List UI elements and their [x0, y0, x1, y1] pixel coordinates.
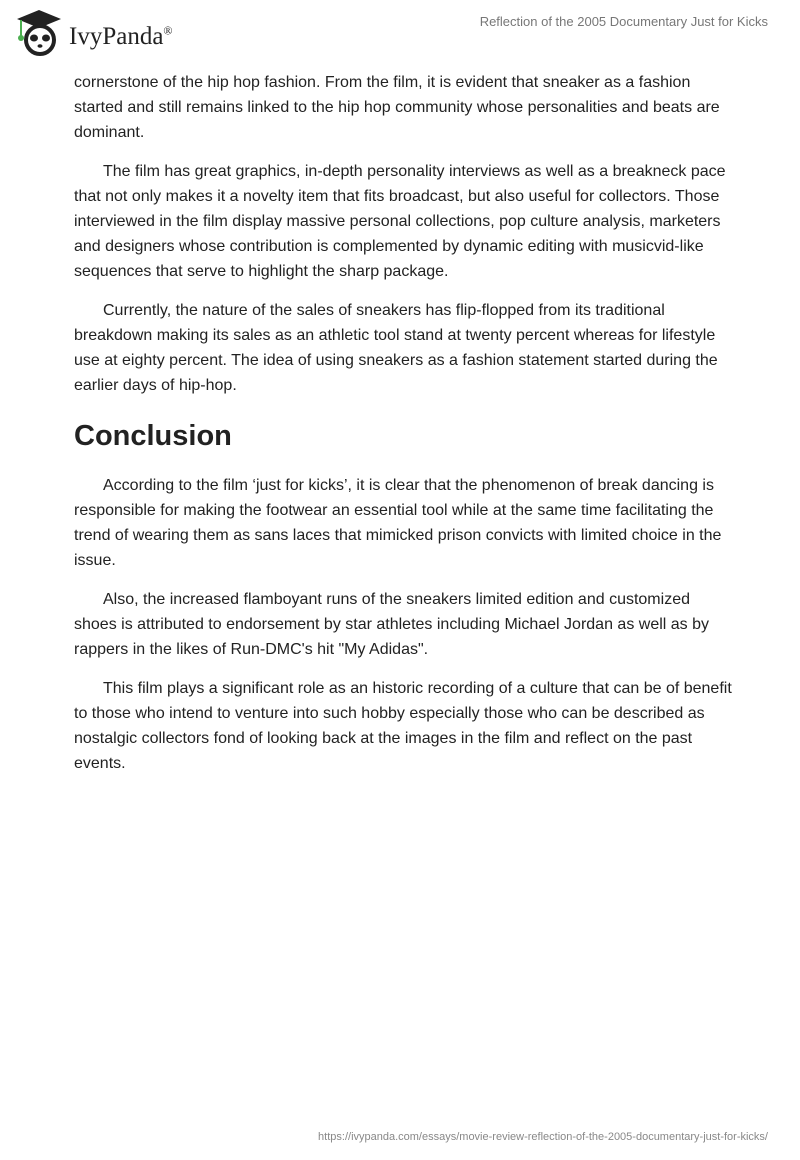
source-url[interactable]: https://ivypanda.com/essays/movie-review-reflection-of-the-2005-documentary-just-for-kicks/ — [318, 1131, 768, 1143]
document-title: Reflection of the 2005 Documentary Just for Kicks — [479, 14, 768, 29]
paragraph: Currently, the nature of the sales of sneakers has flip-flopped from its traditional breakdown making its sales as an athletic tool stand at twenty percent whereas for lifestyle use at eighty percent. The idea of using sneakers as a fashion statement started during the earlier days of hip-hop. — [74, 302, 718, 394]
paragraph: According to the film ‘just for kicks’, it is clear that the phenomenon of break dancing is responsible for making the footwear an essential tool while at the same time facilitating the trend of wearing them as sans laces that mimicked prison convicts with limited choice in the issue. — [74, 477, 722, 569]
logo-text: IvyPanda® — [69, 23, 173, 50]
section-heading: Conclusion — [74, 420, 232, 452]
essay-content — [74, 70, 734, 790]
paragraph: cornerstone of the hip hop fashion. From the film, it is evident that sneaker as a fashion started and still remains linked to the hip hop community whose personalities and beats are dominant. — [74, 74, 720, 141]
panda-graduate-icon — [15, 8, 63, 56]
paragraph: The film has great graphics, in-depth personality interviews as well as a breakneck pace that not only makes it a novelty item that fits broadcast, but also useful for collectors. Those interviewed in the film display massive personal collections, pop culture analysis, marketers and designers whose contribution is complemented by dynamic editing with musicvid-like sequences that serve to highlight the sharp package. — [74, 163, 726, 280]
paragraph: Also, the increased flamboyant runs of the sneakers limited edition and customized shoes is attributed to endorsement by star athletes including Michael Jordan as well as by rappers in the likes of Run-DMC's hit "My Adidas". — [74, 591, 710, 658]
ivypanda-logo[interactable] — [15, 8, 173, 56]
paragraph: This film plays a significant role as an historic recording of a culture that can be of benefit to those who intend to venture into such hobby especially those who can be described as nostalgic collectors fond of looking back at the images in the film and reflect on the past events. — [74, 680, 732, 772]
